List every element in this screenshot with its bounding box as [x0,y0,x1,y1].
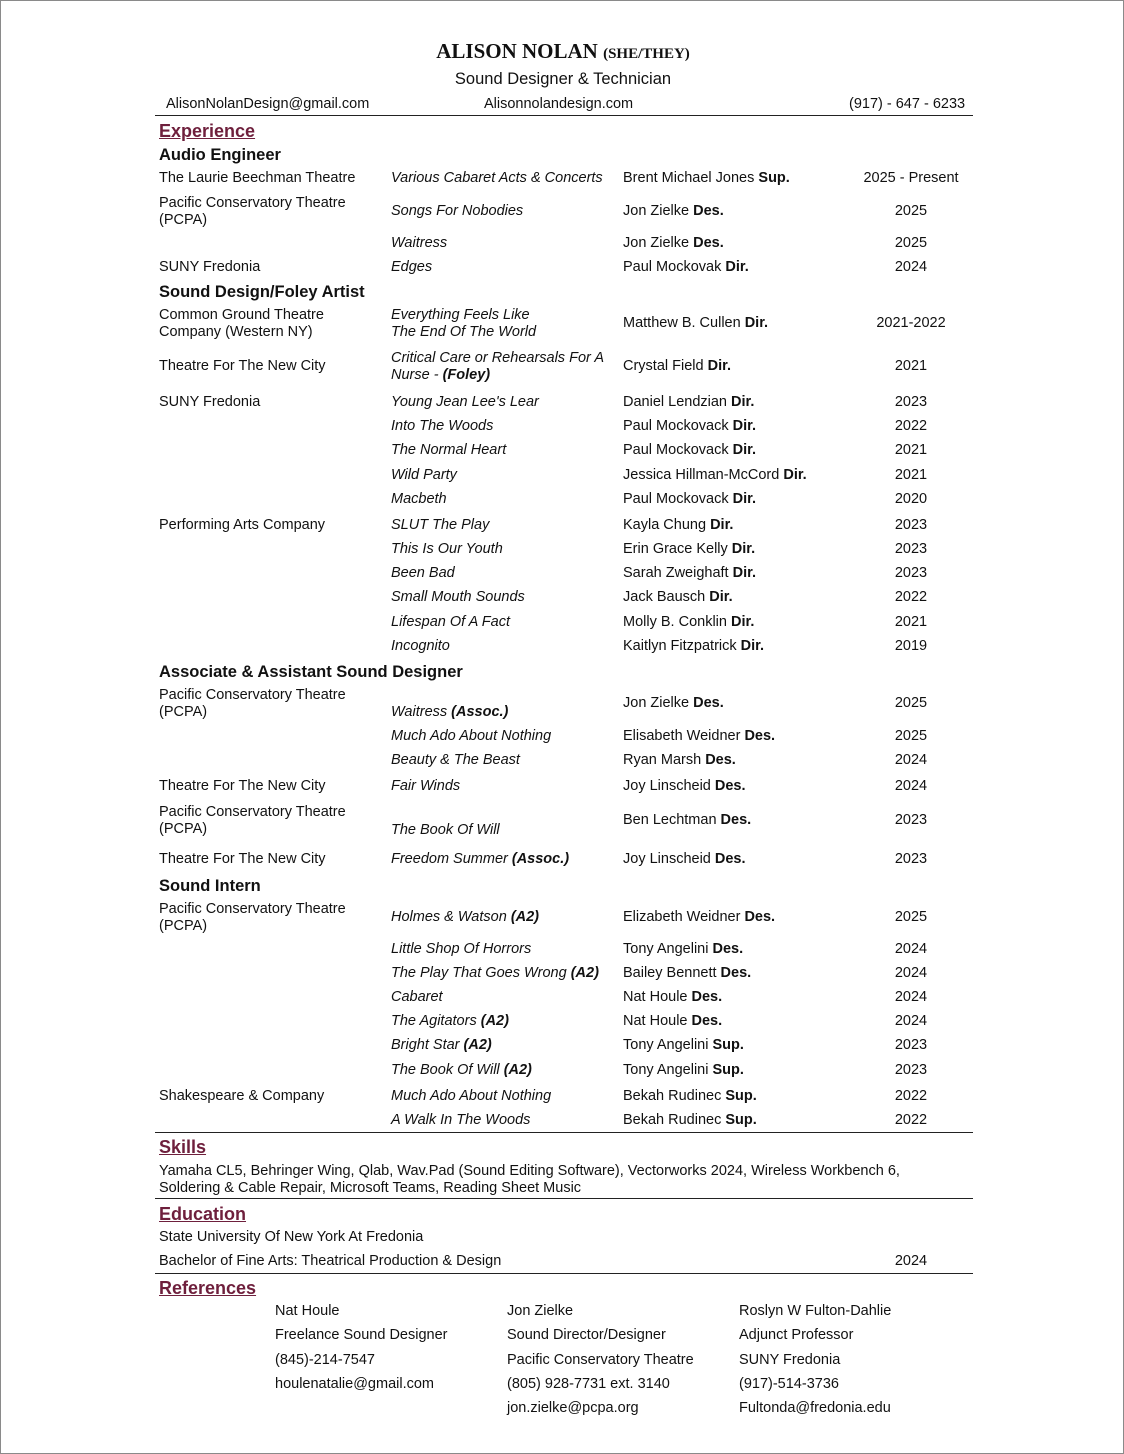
person-role: Des. [720,812,752,828]
experience-row [1,804,1124,838]
production: Much Ado About Nothing [391,1088,552,1104]
designer [623,941,743,958]
reference-name: Jon Zielke [507,1303,574,1319]
person-role: Des. [744,728,776,744]
production: Fair Winds [391,778,461,794]
production-title: The Agitators [391,1013,477,1029]
person-name: Paul Mockovak [623,259,722,275]
director [623,394,754,411]
director [623,358,731,375]
production: Songs For Nobodies [391,203,524,219]
production-note: (A2) [570,965,599,981]
contact-email[interactable]: AlisonNolanDesign@gmail.com [166,96,370,112]
experience-row [1,1062,1124,1082]
skills-list: Yamaha CL5, Behringer Wing, Qlab, Wav.Pad (Sound Editing Software), Vectorworks 2024, Wireless Workbench 6, Soldering & Cable Repair, Microsoft Teams, Reading Sheet Music [159,1163,900,1196]
person-name: Matthew B. Cullen [623,315,741,331]
year: 2025 [894,909,928,925]
experience-row [1,418,1124,438]
designer [623,695,724,712]
person-role: Des. [705,752,736,768]
designer [623,851,746,868]
reference-card [275,1303,448,1400]
person-role: Dir. [740,638,765,654]
supervisor [623,259,749,276]
person-name: Paul Mockovack [623,418,729,434]
contact-phone: (917) - 647 - 6233 [849,96,966,112]
experience-row [1,259,1124,279]
experience-row [1,307,1124,340]
category-heading: Audio Engineer [159,146,281,164]
person-role: Des. [712,941,744,957]
experience-row [1,901,1124,934]
year: 2022 [894,1112,928,1128]
director [623,638,764,655]
experience-row [1,778,1124,798]
year: 2023 [894,1062,928,1078]
person-name: Jon Zielke [623,695,690,711]
year: 2024 [894,989,928,1005]
person-name: Tony Angelini [623,941,709,957]
year: 2024 [894,778,928,794]
production [391,909,619,926]
reference-email[interactable]: Fultonda@fredonia.edu [739,1400,891,1417]
education-degree: Bachelor of Fine Arts: Theatrical Production & Design [159,1253,502,1269]
experience-row [1,1088,1124,1108]
person-role: Dir. [731,541,756,557]
person-role: Dir. [710,517,734,533]
year: 2023 [894,394,928,410]
person-role: Dir. [732,491,756,507]
designer [623,728,775,745]
venue: Pacific Conservatory Theatre (PCPA) [159,687,346,720]
divider [155,115,973,116]
production: Edges [391,259,433,275]
experience-row [1,589,1124,609]
person-name: Ben Lechtman [623,812,717,828]
supervisor [623,1037,744,1054]
experience-row [1,442,1124,462]
production: Incognito [391,638,450,654]
year: 2025 [894,695,928,711]
production-note: (A2) [480,1013,509,1029]
designer [623,1013,722,1030]
director [623,541,755,558]
person-role: Dir. [725,259,749,275]
person-name: Paul Mockovack [623,442,729,458]
reference-email[interactable]: houlenatalie@gmail.com [275,1375,434,1392]
experience-row [1,1112,1124,1132]
designer [623,752,736,769]
experience-row [1,350,1124,383]
venue: Pacific Conservatory Theatre (PCPA) [159,804,346,837]
director [623,517,733,534]
production-title: Critical Care or Rehearsals For A Nurse - [391,350,604,383]
experience-row [1,170,1124,190]
person-role: Dir. [732,565,756,581]
production-note: (Foley) [442,367,491,383]
person-name: Kayla Chung [623,517,707,533]
production: Cabaret [391,989,443,1005]
production: Small Mouth Sounds [391,589,525,605]
production: A Walk In The Woods [391,1112,531,1128]
person-name: Crystal Field [623,358,704,374]
production: Everything Feels Like The End Of The World [391,307,537,340]
production [391,350,619,384]
experience-row [1,614,1124,634]
experience-row [1,517,1124,537]
person-role: Des. [714,851,746,867]
year: 2021 [894,442,928,458]
experience-row [1,752,1124,772]
references-heading: References [159,1278,257,1298]
person-role: Dir. [732,418,756,434]
venue: Common Ground Theatre Company (Western NY) [159,307,324,340]
person-role: Des. [714,778,746,794]
venue: Theatre For The New City [159,778,326,794]
person-name: Ryan Marsh [623,752,702,768]
production-note: (A2) [510,909,540,925]
category-heading: Associate & Assistant Sound Designer [159,663,463,681]
year: 2019 [894,638,928,654]
director [623,315,768,332]
designer [623,778,746,795]
person-name: Daniel Lendzian [623,394,727,410]
production: Macbeth [391,491,447,507]
year: 2022 [894,589,928,605]
person-role: Dir. [783,467,807,483]
year: 2023 [894,541,928,557]
director [623,418,756,435]
experience-row [1,195,1124,228]
person-role: Des. [693,235,724,251]
production-note: (Assoc.) [511,851,570,867]
year: 2023 [894,812,928,828]
production-title: Waitress [391,704,448,720]
person-role: Sup. [712,1037,744,1053]
divider [155,1132,973,1133]
reference-name: Roslyn W Fulton-Dahlie [739,1303,892,1319]
education-school: State University Of New York At Fredonia [159,1229,424,1245]
person-role: Dir. [732,442,756,458]
person-role: Des. [691,1013,723,1029]
production [391,1062,619,1079]
year: 2024 [894,259,928,275]
experience-row [1,491,1124,511]
reference-name: Nat Houle [275,1303,340,1319]
person-name: Molly B. Conklin [623,614,727,630]
production [391,704,619,721]
production: Been Bad [391,565,455,581]
person-name: Bekah Rudinec [623,1088,722,1104]
supervisor [623,235,724,252]
production: The Normal Heart [391,442,507,458]
production: Young Jean Lee's Lear [391,394,539,410]
production: Waitress [391,235,448,251]
production [391,1013,619,1030]
reference-title: Adjunct Professor [739,1327,854,1344]
reference-card [507,1303,694,1424]
production: Lifespan Of A Fact [391,614,511,630]
education-heading: Education [159,1204,247,1224]
production-note: (Assoc.) [451,704,509,720]
production [391,965,619,982]
experience-row [1,989,1124,1009]
year: 2022 [894,418,928,434]
year: 2025 [894,235,928,251]
venue: Performing Arts Company [159,517,326,533]
experience-heading: Experience [159,121,256,141]
supervisor [623,1062,744,1079]
year: 2022 [894,1088,928,1104]
year: 2024 [894,941,928,957]
production: The Book Of Will [391,822,500,838]
divider [155,1198,973,1199]
year: 2024 [894,1013,928,1029]
reference-organization: SUNY Fredonia [739,1351,841,1368]
person-name: Elisabeth Weidner [623,728,741,744]
supervisor [623,203,724,220]
director [623,565,756,582]
experience-row [1,851,1124,871]
venue: Theatre For The New City [159,358,326,374]
production-title: Bright Star [391,1037,460,1053]
person-role: Des. [744,909,776,925]
year: 2023 [894,565,928,581]
person-role: Sup. [725,1088,757,1104]
person-role: Dir. [744,315,769,331]
experience-row [1,965,1124,985]
person-role: Sup. [712,1062,744,1078]
production: Little Shop Of Horrors [391,941,532,957]
year: 2023 [894,517,928,533]
job-title: Sound Designer & Technician [454,70,672,88]
experience-row [1,235,1124,255]
designer [623,965,751,982]
person-role: Dir. [730,614,755,630]
year: 2025 [894,203,928,219]
person-name: Jon Zielke [623,203,690,219]
director [623,491,756,508]
year: 2021 [894,467,928,483]
production: SLUT The Play [391,517,490,533]
contact-website[interactable]: Alisonnolandesign.com [484,96,634,112]
reference-card [739,1303,891,1424]
education-year: 2024 [894,1253,928,1269]
year: 2024 [894,965,928,981]
category-heading: Sound Intern [159,877,261,895]
venue: SUNY Fredonia [159,259,261,275]
reference-title: Freelance Sound Designer [275,1327,448,1344]
person-role: Des. [693,203,724,219]
venue: Pacific Conservatory Theatre (PCPA) [159,901,346,934]
person-role: Dir. [709,589,733,605]
person-name: Joy Linscheid [623,778,711,794]
production [391,1037,619,1054]
designer [623,989,722,1006]
resume-name [1,39,1124,64]
reference-phone: (917)-514-3736 [739,1375,839,1392]
venue: Theatre For The New City [159,851,326,867]
person-role: Sup. [725,1112,757,1128]
person-name: Jon Zielke [623,235,690,251]
person-role: Des. [720,965,752,981]
experience-row [1,541,1124,561]
person-name: Elizabeth Weidner [623,909,741,925]
year: 2024 [894,752,928,768]
production-note: (A2) [463,1037,492,1053]
person-name: Nat Houle [623,989,688,1005]
person-name: Paul Mockovack [623,491,729,507]
production: Various Cabaret Acts & Concerts [391,170,603,186]
person-role: Dir. [731,394,755,410]
production: Beauty & The Beast [391,752,520,768]
person-name: Sarah Zweighaft [623,565,729,581]
person-role: Des. [691,989,723,1005]
experience-row [1,565,1124,585]
person-name: Erin Grace Kelly [623,541,728,557]
person-name: Brent Michael Jones [623,170,755,186]
production-title: Freedom Summer [391,851,508,867]
supervisor [623,1112,757,1129]
designer [623,812,751,829]
person-name: Nat Houle [623,1013,688,1029]
year: 2025 [894,728,928,744]
director [623,467,807,484]
person-name: Kaitlyn Fitzpatrick [623,638,737,654]
production [391,851,619,868]
reference-title: Sound Director/Designer [507,1327,666,1344]
production: This Is Our Youth [391,541,503,557]
experience-row [1,638,1124,658]
person-name: Tony Angelini [623,1062,709,1078]
experience-row [1,394,1124,414]
designer [623,909,775,926]
reference-email[interactable]: jon.zielke@pcpa.org [507,1400,639,1417]
person-role: Sup. [758,170,790,186]
pronouns: (SHE/THEY) [603,46,690,62]
production-title: The Play That Goes Wrong [391,965,567,981]
year: 2020 [894,491,928,507]
divider [155,1273,973,1274]
year: 2023 [894,851,928,867]
venue: Pacific Conservatory Theatre (PCPA) [159,195,346,228]
production-title: Holmes & Watson [391,909,507,925]
person-name: Jessica Hillman-McCord [623,467,780,483]
venue: The Laurie Beechman Theatre [159,170,356,186]
skills-heading: Skills [159,1137,207,1157]
production: Wild Party [391,467,457,483]
reference-phone: (805) 928-7731 ext. 3140 [507,1375,670,1392]
production: Into The Woods [391,418,494,434]
experience-row [1,1037,1124,1057]
year: 2023 [894,1037,928,1053]
director [623,589,733,606]
production-title: The Book Of Will [391,1062,500,1078]
experience-row [1,1013,1124,1033]
person-name: Jack Bausch [623,589,706,605]
production-note: (A2) [503,1062,532,1078]
supervisor [623,1088,757,1105]
person-name: Tony Angelini [623,1037,709,1053]
venue: SUNY Fredonia [159,394,261,410]
name-text: ALISON NOLAN [436,39,598,63]
director [623,614,754,631]
supervisor [623,170,790,187]
venue: Shakespeare & Company [159,1088,325,1104]
experience-row [1,467,1124,487]
year: 2025 - Present [863,170,959,186]
reference-phone: (845)-214-7547 [275,1351,375,1368]
production: Much Ado About Nothing [391,728,552,744]
person-name: Bekah Rudinec [623,1112,722,1128]
experience-row [1,941,1124,961]
experience-row [1,687,1124,720]
year: 2021 [894,614,928,630]
experience-row [1,728,1124,748]
reference-organization: Pacific Conservatory Theatre [507,1351,694,1368]
year: 2021 [894,358,928,374]
person-name: Joy Linscheid [623,851,711,867]
person-role: Dir. [707,358,731,374]
person-role: Des. [693,695,724,711]
director [623,442,756,459]
person-name: Bailey Bennett [623,965,717,981]
year: 2021-2022 [876,315,946,331]
category-heading: Sound Design/Foley Artist [159,283,365,301]
